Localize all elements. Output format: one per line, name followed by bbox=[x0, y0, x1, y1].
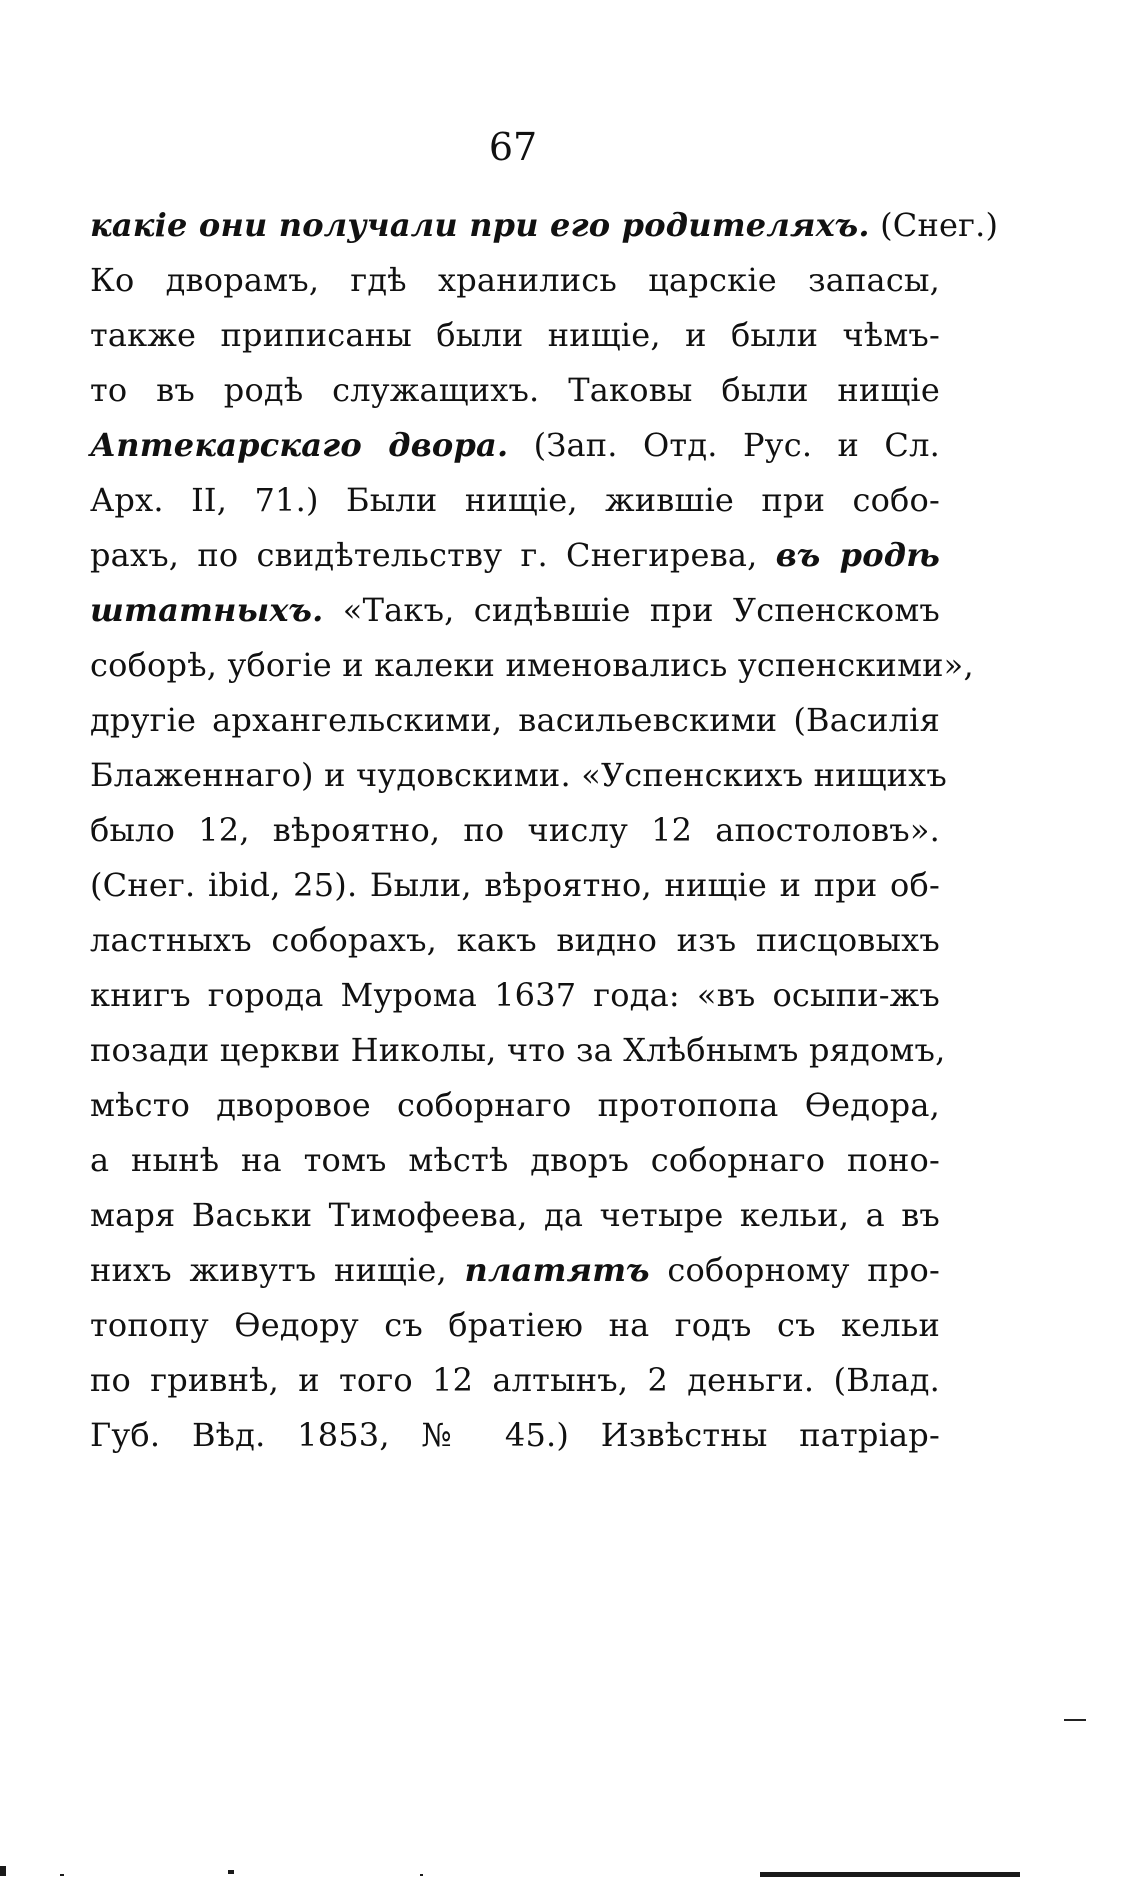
text-segment: Арх. II, 71.) Были нищie, жившie при собо- bbox=[90, 481, 940, 519]
text-line bbox=[90, 1243, 940, 1298]
text-segment: книгъ города Мурома 1637 года: «въ осыпи-жъ bbox=[90, 976, 940, 1014]
margin-rule bbox=[1064, 1719, 1086, 1721]
text-line bbox=[90, 363, 940, 418]
text-line bbox=[90, 1298, 940, 1353]
text-line bbox=[90, 473, 940, 528]
italic-text: платятъ bbox=[464, 1251, 650, 1289]
text-segment: нихъ живутъ нищie, bbox=[90, 1251, 465, 1289]
italic-text: кaкie они получали при его родителяхъ. bbox=[90, 206, 870, 244]
text-segment: было 12, вѣроятно, по числу 12 апостоловъ». bbox=[90, 811, 940, 849]
text-line bbox=[90, 528, 940, 583]
text-segment: другie архангельскими, васильевскими (Василiя bbox=[90, 701, 940, 739]
text-segment: мѣсто дворовое соборнаго протопопа Ѳедора, bbox=[90, 1086, 940, 1124]
text-line bbox=[90, 968, 940, 1023]
text-segment: Ко дворамъ, гдѣ хранились царскie запасы, bbox=[90, 261, 940, 299]
text-line bbox=[90, 638, 974, 693]
italic-text: въ родѣ bbox=[775, 536, 941, 574]
text-segment: Блаженнаго) и чудовскими. «Успенскихъ нищихъ bbox=[90, 756, 947, 794]
text-segment: (Зап. Отд. Рус. и Сл. bbox=[508, 426, 940, 464]
text-segment: то въ родѣ служащихъ. Таковы были нищie bbox=[90, 371, 940, 409]
italic-text: Аптекарскаго двора. bbox=[90, 426, 509, 464]
text-line bbox=[90, 1078, 940, 1133]
text-line bbox=[90, 253, 940, 308]
text-segment: позади церкви Николы, что за Хлѣбнымъ рядомъ, bbox=[90, 1031, 946, 1069]
text-line bbox=[90, 803, 940, 858]
text-line bbox=[90, 1188, 940, 1243]
text-segment: по гривнѣ, и того 12 алтынъ, 2 деньги. (Влад. bbox=[90, 1361, 940, 1399]
text-segment: маря Васьки Тимофеева, да четыре кельи, а въ bbox=[90, 1196, 940, 1234]
text-line bbox=[90, 198, 999, 253]
text-segment: соборѣ, убогie и калеки именовались успенскими», bbox=[90, 646, 974, 684]
text-line bbox=[90, 748, 947, 803]
text-line bbox=[90, 1023, 946, 1078]
text-line bbox=[90, 308, 940, 363]
text-line bbox=[90, 858, 940, 913]
text-line bbox=[90, 693, 940, 748]
text-segment: топопу Ѳедору съ братieю на годъ съ кельи bbox=[90, 1306, 940, 1344]
italic-text: штатныхъ. bbox=[90, 591, 324, 629]
body-text bbox=[90, 198, 999, 1463]
text-line bbox=[90, 1133, 940, 1188]
page-number: 67 bbox=[488, 125, 538, 169]
text-line bbox=[90, 1353, 940, 1408]
text-line bbox=[90, 418, 940, 473]
text-segment: Губ. Вѣд. 1853, № 45.) Извѣстны патрiар- bbox=[90, 1416, 940, 1454]
text-segment: соборному про- bbox=[649, 1251, 940, 1289]
text-line bbox=[90, 913, 940, 968]
text-line bbox=[90, 1408, 940, 1463]
text-segment: (Снег. ibid, 25). Были, вѣроятно, нищie и при об- bbox=[90, 866, 940, 904]
text-segment: (Снег.) bbox=[869, 206, 999, 244]
text-segment: а нынѣ на томъ мѣстѣ дворъ соборнаго поно- bbox=[90, 1141, 940, 1179]
text-segment: также приписаны были нищie, и были чѣмъ- bbox=[90, 316, 940, 354]
text-segment: ластныхъ соборахъ, какъ видно изъ писцовыхъ bbox=[90, 921, 940, 959]
scan-bottom-edge bbox=[0, 1862, 1140, 1881]
text-line bbox=[90, 583, 940, 638]
text-segment: рахъ, по свидѣтельству г. Снегирева, bbox=[90, 536, 776, 574]
text-segment: «Такъ, сидѣвшie при Успенскомъ bbox=[323, 591, 940, 629]
